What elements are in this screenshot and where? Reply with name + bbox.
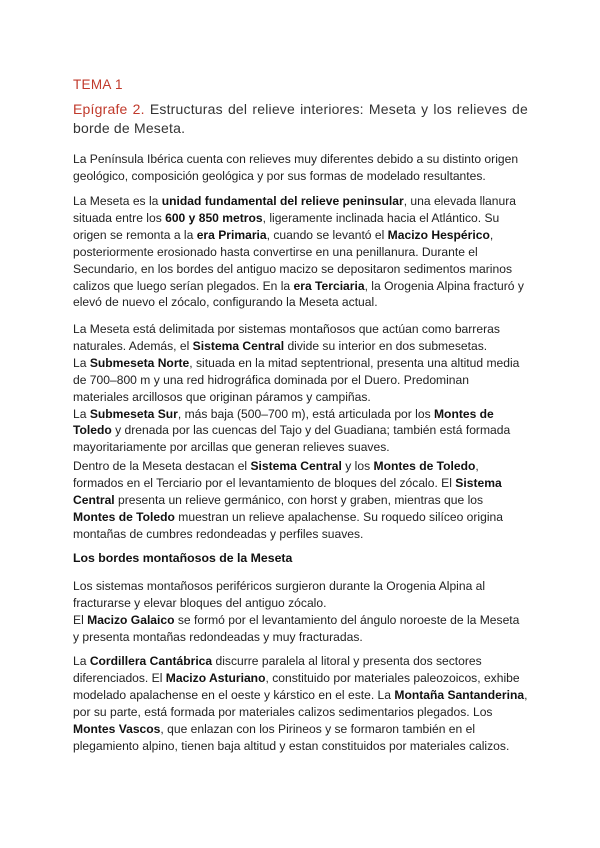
text-line: Los sistemas montañosos periféricos surgieron durante la Orogenia Alpina al — [73, 579, 486, 593]
text-line: plegamiento alpino, tienen baja altitud y estan constituidos por materiales calizos. — [73, 738, 510, 753]
text-line: El Macizo Galaico se formó por el levantamiento del ángulo noroeste de la Meseta — [73, 612, 520, 627]
text-line: y presenta montañas redondeadas y muy fracturadas. — [73, 629, 363, 644]
text-line: Montes Vascos, que enlazan con los Pirineos y se formaron también en el — [73, 721, 476, 736]
text-line: La Submeseta Sur, más baja (500–700 m), está articulada por los Montes de — [73, 406, 494, 421]
paragraph-cantabrica — [73, 653, 535, 754]
text-line: La Cordillera Cantábrica discurre paralela al litoral y presenta dos sectores — [73, 654, 482, 668]
bold-term: Toledo — [73, 423, 112, 438]
bold-term: era Primaria — [196, 227, 267, 242]
text-line: Montes de Toledo muestran un relieve apalachense. Su roquedo silíceo origina — [73, 509, 503, 524]
epigrafe-heading — [73, 100, 528, 138]
text-line: La Meseta es la unidad fundamental del relieve peninsular, una elevada llanura — [73, 194, 516, 208]
bold-term: Sistema — [455, 475, 502, 490]
bold-term: Submeseta Sur — [89, 406, 178, 421]
bold-term: Montes Vascos — [73, 721, 161, 736]
bold-term: Macizo Galaico — [87, 612, 175, 627]
bold-term: Macizo Hespérico — [387, 227, 490, 242]
tema-title: TEMA 1 — [73, 77, 123, 92]
text-line: Dentro de la Meseta destacan el Sistema Central y los Montes de Toledo, — [73, 459, 479, 473]
text-line: origen se remonta a la era Primaria, cuando se levantó el Macizo Hespérico, — [73, 227, 494, 242]
bold-term: Submeseta Norte — [89, 355, 190, 370]
paragraph-bordes — [73, 578, 535, 646]
epigrafe-text: Estructuras del relieve interiores: Meseta y los relieves de borde de Meseta. — [73, 101, 528, 136]
text-line: posteriormente erosionado hasta convertirse en una penillanura. Durante el — [73, 244, 478, 259]
text-line: La Península Ibérica cuenta con relieves muy diferentes debido a su distinto origen — [73, 152, 519, 166]
text-line: de 700–800 m y una red hidrográfica dominada por el Duero. Predominan — [73, 372, 469, 387]
paragraph-meseta — [73, 193, 535, 311]
paragraph-sistema-central — [73, 458, 535, 543]
text-line: Central presenta un relieve germánico, con horst y graben, mientras que los — [73, 492, 484, 507]
bold-term: Cordillera Cantábrica — [89, 654, 213, 668]
paragraph-submesetas — [73, 321, 535, 456]
bold-term: Montes de Toledo — [373, 459, 476, 473]
text-line: geológico, composición geológica y por sus formas de modelado resultantes. — [73, 168, 486, 183]
bold-term: Montes de — [433, 406, 494, 421]
text-line: elevó de nuevo el zócalo, configurando la Meseta actual. — [73, 295, 378, 310]
bold-term: Sistema Central — [250, 459, 342, 473]
text-line: por su parte, está formada por materiales calizos sedimentarios plegados. Los — [73, 704, 493, 719]
text-line: diferenciados. El Macizo Asturiano, constituido por materiales paleozoicos, exhibe — [73, 670, 520, 685]
text-line: calizos que luego serían plegados. En la era Terciaria, la Orogenia Alpina fracturó y — [73, 278, 524, 293]
bold-term: Montes de Toledo — [73, 509, 175, 524]
epigrafe-label: Epígrafe 2. — [73, 101, 145, 117]
text-line: montañas de cumbres redondeadas y perfiles suaves. — [73, 526, 364, 541]
paragraph-intro — [73, 151, 535, 185]
text-line: Secundario, en los bordes del antiguo macizo se depositaron sedimentos marinos — [73, 261, 512, 276]
text-line: formados en el Terciario por el levantamiento de bloques del zócalo. El Sistema — [73, 475, 502, 490]
bold-term: 600 y 850 metros — [165, 210, 263, 225]
bold-term: Central — [73, 492, 115, 507]
text-line: modelado apalachense en el oeste y kárstico en el este. La Montaña Santanderina, — [73, 687, 528, 702]
bold-term: era Terciaria — [293, 278, 365, 293]
text-line: situada entre los 600 y 850 metros, ligeramente inclinada hacia el Atlántico. Su — [73, 210, 500, 225]
bold-term: Macizo Asturiano — [165, 670, 266, 685]
section-heading: Los bordes montañosos de la Meseta — [73, 551, 293, 565]
text-line: La Meseta está delimitada por sistemas montañosos que actúan como barreras — [73, 322, 500, 336]
text-line: La Submeseta Norte, situada en la mitad septentrional, presenta una altitud media — [73, 355, 520, 370]
bold-term: Sistema Central — [192, 338, 285, 353]
bold-term: Montaña Santanderina — [394, 687, 525, 702]
text-line: materiales arcillosos que originan páramos y campiñas. — [73, 389, 371, 404]
text-line: fracturarse y elevar bloques del antiguo zócalo. — [73, 595, 327, 610]
text-line: mayoritariamente por arcillas que generan relieves suaves. — [73, 440, 390, 455]
text-line: Toledo y drenada por las cuencas del Tajo y del Guadiana; también está formada — [73, 423, 511, 438]
bold-term: unidad fundamental del relieve peninsular — [161, 194, 404, 208]
text-line: naturales. Además, el Sistema Central divide su interior en dos submesetas. — [73, 338, 488, 353]
